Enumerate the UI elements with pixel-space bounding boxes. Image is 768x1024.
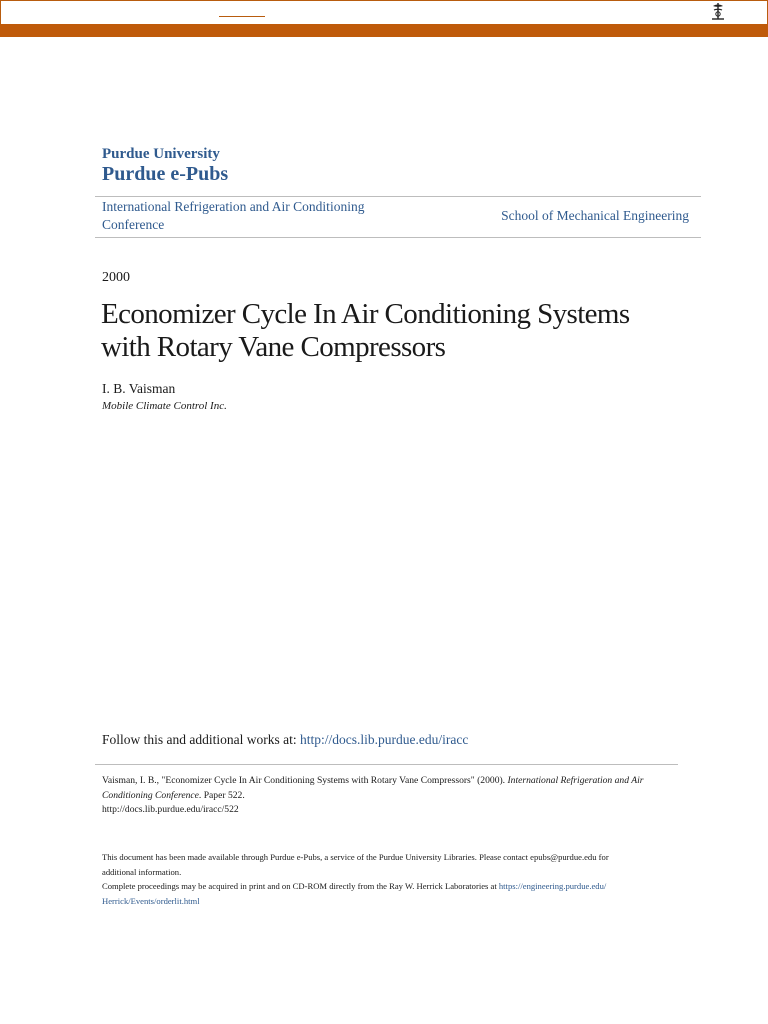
paper-title-line-2: with Rotary Vane Compressors [101,331,446,363]
herrick-url-part-1: https://engineering.purdue.edu/ [498,881,607,891]
follow-url-link[interactable]: http://docs.lib.purdue.edu/iracc [300,732,469,747]
purdue-epubs-logo-icon[interactable] [709,2,727,22]
paper-title-line-1: Economizer Cycle In Air Conditioning Systems [101,298,630,330]
paper-title [101,298,661,364]
divider-bottom [95,237,701,238]
citation-block [102,774,682,818]
top-bar [0,0,768,24]
divider-citation [95,764,678,765]
conference-link[interactable] [102,198,402,234]
follow-label: Follow this and additional works at: [102,732,297,747]
header-link[interactable] [219,16,265,17]
school-link[interactable]: School of Mechanical Engineering [501,208,689,223]
conference-line-2: Conference [102,217,165,232]
notice-line-2: additional information. [102,866,182,877]
author-affiliation: Mobile Climate Control Inc. [102,400,227,412]
divider-top [95,196,701,197]
paper-year: 2000 [102,270,130,285]
author-name: I. B. Vaisman [102,381,176,396]
follow-line [102,732,468,748]
epubs-name[interactable]: Purdue e-Pubs [102,163,229,185]
herrick-url-part-2: Herrick/Events/orderlit.html [102,895,200,906]
citation-journal: International Refrigeration and Air Conditioning Conference [102,775,644,801]
header-band [0,24,768,37]
conference-line-1: International Refrigeration and Air Conditioning [102,199,365,214]
citation-paper: . Paper 522. [198,789,245,801]
brand-block [102,145,228,185]
university-name[interactable]: Purdue University [102,146,220,162]
availability-notice [102,850,682,908]
notice-line-3: Complete proceedings may be acquired in print and on CD-ROM directly from the Ray W. Herrick Laboratories at [102,881,499,891]
notice-line-1: This document has been made available through Purdue e-Pubs, a service of the Purdue University Libraries. Please contact epubs@purdue.edu for [102,852,609,862]
citation-url: http://docs.lib.purdue.edu/iracc/522 [102,804,239,815]
citation-text: Vaisman, I. B., "Economizer Cycle In Air Conditioning Systems with Rotary Vane Compressors" (2000). [102,775,508,786]
